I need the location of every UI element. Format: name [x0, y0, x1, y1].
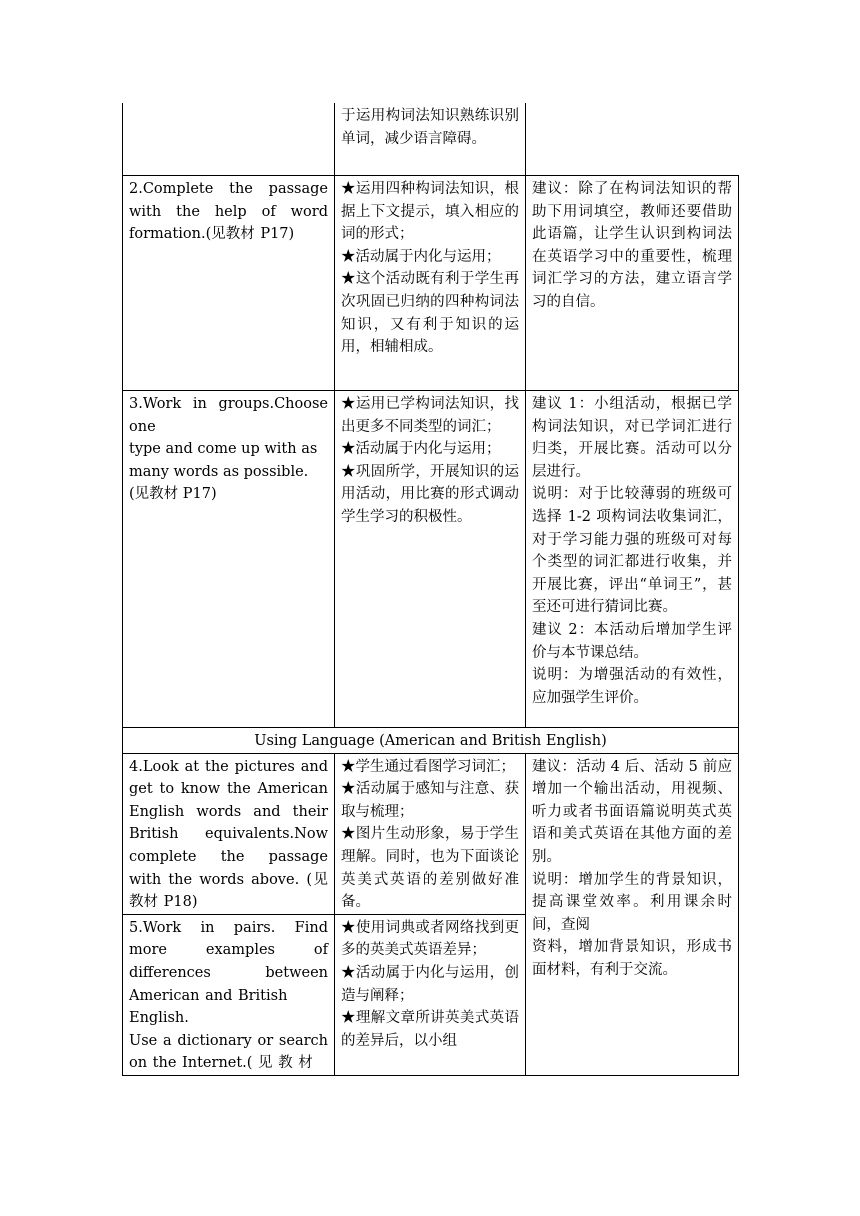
suggestion-cell — [526, 391, 739, 728]
activity-text: 3.Work in groups.Choose one — [129, 396, 328, 435]
purpose-text: ★这个活动既有利于学生再次巩固已归纳的四种构词法知识，又有利于知识的运用，相辅相成。 — [341, 271, 519, 356]
purpose-cell — [335, 753, 526, 914]
purpose-cell — [335, 391, 526, 728]
activity-cell — [123, 914, 335, 1075]
suggestion-text: 说明：为增强活动的有效性，应加强学生评价。 — [532, 667, 732, 706]
activity-cell — [123, 103, 335, 176]
suggestion-text: 建议：除了在构词法知识的帮助下用词填空，教师还要借助此语篇，让学生认识到构词法在英语学习中的重要性，梳理词汇学习的方法，建立语言学习的自信。 — [532, 181, 732, 310]
activity-cell — [123, 753, 335, 914]
suggestion-text: 建议 2：本活动后增加学生评价与本节课总结。 — [532, 621, 732, 661]
table-row — [123, 391, 739, 728]
table-row — [123, 176, 739, 391]
purpose-text: ★使用词典或者网络找到更多的英美式英语差异； — [341, 919, 519, 959]
suggestion-cell — [526, 753, 739, 1075]
purpose-text: ★理解文章所讲英美式英语的差异后，以小组 — [341, 1010, 519, 1049]
purpose-text: ★图片生动形象，易于学生理解。同时，也为下面谈论英美式英语的差别做好准备。 — [341, 826, 519, 911]
activity-cell — [123, 176, 335, 391]
purpose-text: ★运用四种构词法知识，根据上下文提示，填入相应的词的形式； — [341, 181, 519, 243]
suggestion-cell — [526, 176, 739, 391]
activity-text: 5.Work in pairs. Find more examples of differences between American and British — [129, 919, 328, 1004]
activity-text: Use a dictionary or search on the Internet.( 见 教 材 — [129, 1032, 328, 1072]
suggestion-text: 说明：增加学生的背景知识，提高课堂效率。利用课余时间，查阅 — [532, 871, 732, 933]
table-row — [123, 753, 739, 914]
section-heading: Using Language (American and British English) — [123, 728, 739, 754]
activity-text: 4.Look at the pictures and get to know the American English words and their British equivalents.Now complete the passage with the words above. (见教材 P18) — [129, 758, 328, 911]
purpose-cell — [335, 176, 526, 391]
activity-text: type and come up with as many words as possible. — [129, 441, 318, 480]
table-row — [123, 103, 739, 176]
activity-text: English. — [129, 1010, 189, 1027]
purpose-text: 于运用构词法知识熟练识别单词，减少语言障碍。 — [341, 108, 519, 147]
purpose-cell — [335, 914, 526, 1075]
activity-text: 2.Complete the passage with the help of word formation.(见教材 P17) — [129, 181, 328, 243]
suggestion-text: 建议：活动 4 后、活动 5 前应增加一个输出活动，用视频、听力或者书面语篇说明英式英语和美式英语在其他方面的差别。 — [532, 758, 732, 865]
lesson-plan-table — [122, 103, 739, 1076]
section-row — [123, 728, 739, 754]
purpose-cell — [335, 103, 526, 176]
purpose-text: ★活动属于内化与运用； — [341, 248, 501, 265]
purpose-text: ★活动属于内化与运用，创造与阐释； — [341, 964, 519, 1004]
activity-text: (见教材 P17) — [129, 486, 217, 503]
purpose-text: ★活动属于感知与注意、获取与梳理； — [341, 781, 519, 820]
suggestion-text: 建议 1：小组活动，根据已学构词法知识，对已学词汇进行归类，开展比赛。活动可以分层进行。 — [532, 396, 732, 480]
suggestion-text: 说明：对于比较薄弱的班级可选择 1-2 项构词法收集词汇，对于学习能力强的班级可对每个类型的词汇都进行收集，并开展比赛，评出“单词王”，甚至还可进行猜词比赛。 — [532, 486, 732, 616]
purpose-text: ★活动属于内化与运用； — [341, 441, 501, 458]
suggestion-text: 资料，增加背景知识，形成书面材料，有利于交流。 — [532, 939, 732, 978]
suggestion-cell — [526, 103, 739, 176]
purpose-text: ★巩固所学，开展知识的运用活动，用比赛的形式调动学生学习的积极性。 — [341, 463, 519, 525]
purpose-text: ★运用已学构词法知识，找出更多不同类型的词汇； — [341, 396, 519, 435]
purpose-text: ★学生通过看图学习词汇； — [341, 758, 515, 775]
activity-cell — [123, 391, 335, 728]
